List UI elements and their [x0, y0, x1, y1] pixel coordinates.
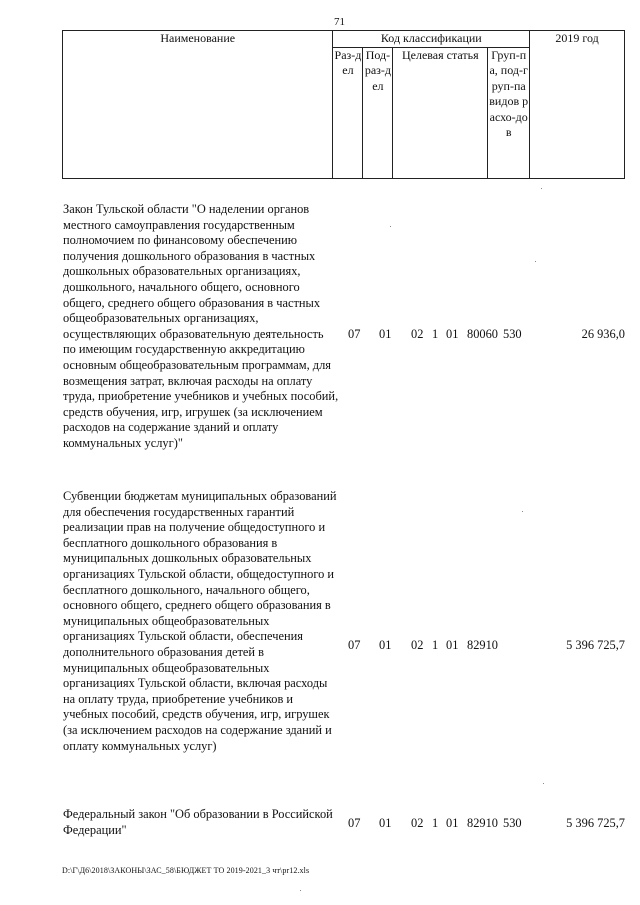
row-target-program: 02: [411, 638, 424, 652]
row-target-event: 01: [446, 816, 459, 830]
row-target-direction: 82910: [467, 816, 498, 830]
row-section: 07: [348, 327, 361, 341]
header-expense-group: Груп-па, под-груп-па видов расхо-дов: [488, 47, 530, 178]
scan-speck: [522, 511, 523, 512]
row-section: 07: [348, 816, 361, 830]
header-classification: Код классификации: [333, 31, 530, 48]
row-section: 07: [348, 638, 361, 652]
row-target-program: 02: [411, 816, 424, 830]
row-subsection: 01: [379, 327, 392, 341]
header-name: Наименование: [63, 31, 333, 179]
page-number: 71: [334, 16, 345, 28]
row-name: Федеральный закон "Об образовании в Российской Федерации": [63, 807, 333, 837]
scan-speck: [300, 890, 301, 891]
row-expense-group: 530: [503, 327, 522, 341]
row-target-direction: 82910: [467, 638, 498, 652]
table-header: [62, 30, 625, 179]
row-target-subprogram: 1: [432, 638, 439, 652]
header-subsection: Под-раз-дел: [363, 47, 393, 178]
row-amount: 5 396 725,7: [566, 638, 625, 652]
row-target-subprogram: 1: [432, 327, 439, 341]
row-subsection: 01: [379, 816, 392, 830]
row-amount: 5 396 725,7: [566, 816, 625, 830]
row-target-event: 01: [446, 327, 459, 341]
header-target-article: Целевая статья: [393, 47, 488, 178]
row-expense-group: 530: [503, 816, 522, 830]
row-target-program: 02: [411, 327, 424, 341]
row-target-event: 01: [446, 638, 459, 652]
row-name: Субвенции бюджетам муниципальных образований для обеспечения государственных гарантий реализации прав на получение общедоступного и бесплатного дошкольного образования в муниципальных дошкольных образовательных организациях Тульской области, общедоступного и бесплатного дошкольного, начального общего, основного общего, среднего общего образования в муниципальных общеобразовательных организациях Тульской области, обеспечения дополнительного образования детей в муниципальных общеобразовательных организациях Тульской области, включая расходы на оплату труда, приобретение учебников и учебных пособий, средств обучения, игр, игрушек (за исключением расходов на содержание зданий и оплату коммунальных услуг): [63, 489, 337, 753]
row-target-direction: 80060: [467, 327, 498, 341]
row-target-subprogram: 1: [432, 816, 439, 830]
header-year: 2019 год: [530, 31, 625, 179]
scan-speck: [390, 226, 391, 227]
scan-speck: [541, 188, 542, 189]
row-name: Закон Тульской области "О наделении органов местного самоуправления государственным полномочием по финансовому обеспечению получения дошкольного образования в частных дошкольных образовательных организациях, дошкольного, начального общего, основного общего, среднего общего образования в частных общеобразовательных организациях, осуществляющих образовательную деятельность по имеющим государственную аккредитацию основным общеобразовательным программам, для возмещения затрат, включая расходы на оплату труда, приобретение учебников и учебных пособий, средств обучения, игр, игрушек (за исключением расходов на содержание зданий и оплату коммунальных услуг)": [63, 202, 339, 450]
row-subsection: 01: [379, 638, 392, 652]
row-amount: 26 936,0: [581, 327, 625, 341]
scan-speck: [535, 261, 536, 262]
scan-speck: [543, 783, 544, 784]
header-section: Раз-дел: [333, 47, 363, 178]
footer-file-path: D:\Г\Д6\2018\ЗАКОНЫ\ЗАС_58\БЮДЖЕТ ТО 2019-2021_3 чт\pr12.xls: [62, 866, 310, 875]
